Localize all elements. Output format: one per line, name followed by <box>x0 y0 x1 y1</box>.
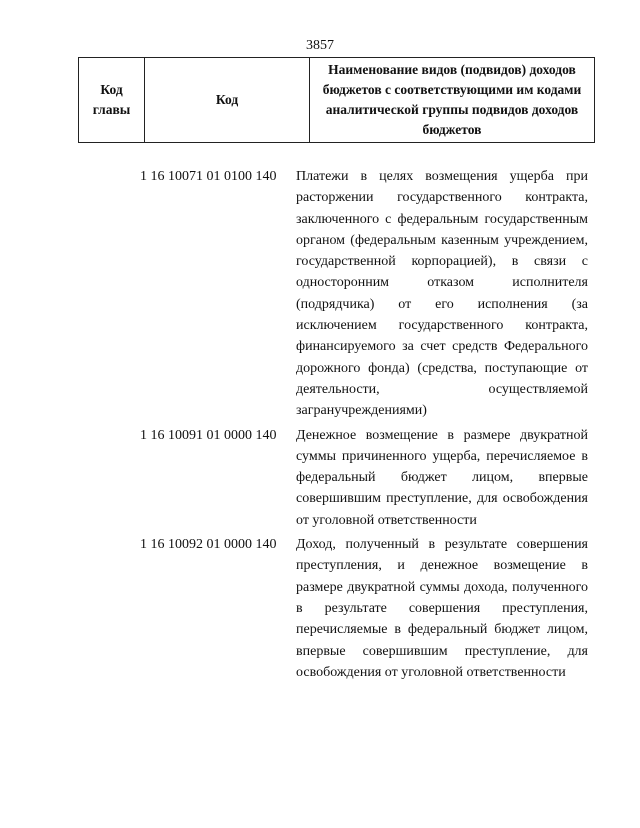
list-item <box>78 534 595 683</box>
header-revenue-name: Наименование видов (подвидов) доходов бюджетов с соответствующими им кодами аналитической группы подвидов доходов бюджетов <box>310 58 595 143</box>
revenue-description: Платежи в целях возмещения ущерба при расторжении государственного контракта, заключенного с федеральным государственным органом (федеральным казенным учреждением, государственной корпорацией), в связи с односторонним отказом исполнителя (подрядчика) от его исполнения (за исключением государственного контракта, финансируемого за счет средств Федерального дорожного фонда) (средства, поступающие от деятельности, осуществляемой загранучреждениями) <box>296 169 588 419</box>
revenue-code-list <box>78 166 595 686</box>
header-code: Код <box>145 58 310 143</box>
revenue-description: Доход, полученный в результате совершения преступления, и денежное возмещение в размере двукратной суммы дохода, полученного в результате совершения преступления, перечисляемые в федеральный бюджет лицом, впервые совершившим преступление, для освобождения от уголовной ответственности <box>296 537 588 680</box>
column-header-table <box>78 57 595 143</box>
revenue-code: 1 16 10071 01 0100 140 <box>140 169 277 184</box>
list-item <box>78 166 595 422</box>
header-row <box>79 58 595 143</box>
revenue-description: Денежное возмещение в размере двукратной суммы причиненного ущерба, перечисляемое в федеральный бюджет лицом, впервые совершившим преступление, для освобождения от уголовной ответственности <box>296 427 588 528</box>
revenue-code: 1 16 10092 01 0000 140 <box>140 537 277 553</box>
revenue-code: 1 16 10091 01 0000 140 <box>140 427 277 443</box>
header-chapter-code: Код главы <box>79 58 145 143</box>
list-item <box>78 425 595 531</box>
page-number: 3857 <box>306 38 334 53</box>
